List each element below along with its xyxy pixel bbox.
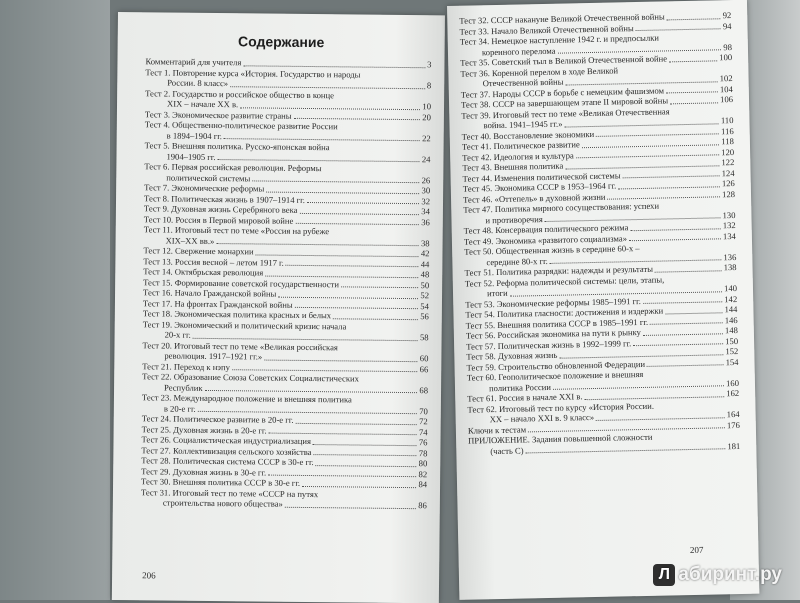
dot-leader (264, 359, 418, 362)
toc-entry (145, 88, 431, 112)
toc-entry-text: 1904–1905 гг. (166, 151, 216, 162)
toc-entry-page: 80 (418, 458, 428, 469)
toc-entry-page: 48 (420, 269, 430, 280)
toc-entry-page: 100 (719, 52, 733, 63)
toc-entry-text: XX – начало XXI в. 9 класс» (489, 412, 595, 425)
toc-entry-page: 122 (721, 157, 735, 168)
toc-entry-page: 20 (422, 111, 431, 122)
toc-entry-text: Тест 19. Экономический и политический кризис начала (142, 318, 347, 331)
toc-entry-page: 146 (724, 314, 738, 325)
toc-entry-text: Тест 7. Экономические реформы (144, 182, 265, 194)
dot-leader (295, 422, 417, 424)
toc-entry-text: в 20-е гг. (163, 403, 196, 414)
toc-entry-page: 102 (719, 73, 733, 84)
toc-entry-page: 164 (726, 408, 740, 420)
toc-entry-text: XIX–XX вв.» (165, 235, 215, 246)
toc-entry-text: Тест 24. Политическое развитие в 20-е гг. (141, 413, 294, 425)
toc-entry-text: Тест 48. Консервация политического режима (463, 222, 629, 236)
toc-entry-page: 38 (420, 237, 430, 248)
toc-entry-page: 54 (420, 300, 429, 311)
toc-entry-text: Тест 30. Внешняя политика СССР в 30-е гг. (141, 476, 301, 488)
toc-entry-page: 94 (722, 20, 732, 31)
dot-leader (313, 444, 417, 446)
toc-entry-text: Тест 54. Политика гласности: достижения и издержки (465, 305, 664, 320)
dot-leader (294, 118, 421, 120)
toc-entry-text: Тест 21. Переход к нэпу (142, 360, 230, 372)
toc-entry-text: (часть С) (490, 444, 524, 456)
toc-entry-text: Тест 53. Экономические реформы 1985–1991 гг. (465, 295, 641, 310)
toc-entry-text: Тест 13. Россия весной – летом 1917 г. (143, 255, 284, 268)
toc-entry-page: 142 (724, 293, 738, 304)
toc-entry-page: 130 (722, 209, 736, 220)
toc-entry-page: 66 (419, 363, 429, 374)
toc-entry-text: Тест 42. Идеология и культура (462, 149, 574, 163)
dot-leader (667, 18, 721, 20)
toc-entry-text: Тест 62. Итоговый тест по курсу «История России. (467, 400, 655, 415)
toc-entry-text: XIX – начале XX в. (166, 98, 239, 110)
toc-entry-text: ПРИЛОЖЕНИЕ. Задания повышенной сложности (468, 431, 653, 446)
page-number-right: 207 (689, 544, 704, 556)
page-title: Содержание (237, 33, 325, 51)
toc-entry-text: коренного перелома (481, 45, 556, 57)
dot-leader (299, 212, 419, 214)
dot-leader (302, 485, 416, 487)
toc-entry-page: 106 (720, 94, 734, 105)
dot-leader (666, 91, 718, 93)
toc-entry-text: Тест 29. Духовная жизнь в 30-е гг. (141, 465, 267, 478)
toc-entry-page: 152 (725, 345, 739, 357)
toc-entry-page: 52 (420, 290, 430, 301)
toc-entry-text: Тест 25. Духовная жизнь в 20-е гг. (141, 423, 267, 436)
toc-entry-text: Тест 27. Коллективизация сельского хозяйства (141, 444, 312, 457)
toc-entry-text: Тест 43. Внешняя политика (462, 160, 564, 173)
toc-entry-page: 104 (719, 83, 733, 94)
toc-entry-text: Тест 39. Итоговый тест по теме «Великая Отечественная (461, 105, 670, 121)
toc-entry (145, 119, 431, 143)
table-background-left (0, 0, 110, 600)
toc-entry-text: Тест 33. Начало Великой Отечественной войны (459, 22, 634, 37)
toc-entry-page: 78 (418, 447, 428, 458)
toc-entry-page: 84 (418, 479, 428, 490)
toc-entry-page: 86 (418, 500, 427, 511)
toc-entry-page: 50 (420, 279, 430, 290)
dot-leader (670, 102, 718, 104)
toc-entry-page: 134 (722, 230, 736, 241)
toc-entry-text: строительства нового общества» (162, 497, 283, 509)
toc-entry-text: Отечественной войны (482, 76, 564, 89)
toc-entry-text: Тест 55. Внешняя политика СССР в 1985–1991 гг. (465, 316, 649, 331)
toc-entry-text: Тест 57. Политическая жизнь в 1992–1999 гг. (466, 337, 632, 352)
toc-entry-text: Тест 41. Политическое развитие (461, 139, 580, 152)
toc-entry-text: Тест 5. Внешняя политика. Русско-японская война (144, 140, 330, 153)
toc-entry-text: политической системы (166, 172, 251, 183)
toc-entry-text: Тест 46. «Оттепель» в духовной жизни (462, 191, 606, 205)
toc-entry-text: Тест 56. Российская экономика на пути к рынку (465, 327, 642, 341)
toc-entry-page: 176 (726, 419, 740, 430)
toc-entry-text: Тест 26. Социалистическая индустриализация (141, 434, 312, 447)
toc-entry-page: 30 (421, 185, 431, 196)
toc-entry-text: война. 1941–1945 гг.» (483, 118, 563, 131)
toc-entry-text: Тест 9. Духовная жизнь Серебряного века (143, 203, 298, 215)
toc-entry-text: середине 80-х гг. (486, 255, 548, 267)
toc-entry-text: Тест 38. СССР на завершающем этапе II мировой войны (460, 95, 669, 110)
toc-entry-page: 3 (427, 59, 432, 70)
dot-leader (316, 465, 417, 467)
toc-entry-page: 36 (421, 216, 430, 227)
dot-leader (268, 475, 416, 478)
dot-leader (269, 433, 417, 436)
toc-entry-page: 120 (721, 146, 735, 157)
toc-entry (143, 319, 429, 343)
toc-entry-page: 128 (721, 188, 736, 199)
toc-entry-text: Тест 32. СССР накануне Великой Отечественной войны (459, 11, 665, 26)
toc-entry-text: Тест 59. Строительство обновленной Федерации (466, 358, 646, 373)
toc-entry-text: Тест 31. Итоговый тест по теме «СССР на путях (140, 486, 319, 499)
toc-entry-text: Республик (164, 382, 203, 393)
toc-entry-text: Тест 23. Международное положение и внешняя политика (141, 392, 352, 405)
toc-entry-text: Тест 15. Формирование советской государственности (143, 276, 340, 289)
toc-entry-page: 116 (720, 125, 734, 136)
toc-entry-page: 32 (421, 195, 431, 206)
toc-entry-text: Тест 49. Экономика «развитого социализма» (463, 232, 628, 247)
toc-entry-page: 181 (727, 440, 741, 451)
toc-entry-text: Тест 8. Политическая жизнь в 1907–1914 гг. (144, 192, 305, 205)
toc-entry-page: 24 (421, 153, 431, 164)
toc-entry-page: 26 (421, 174, 431, 185)
toc-entry-page: 70 (419, 405, 428, 416)
toc-entry-text: политика России (488, 381, 552, 393)
toc-entry-text: Тест 52. Реформа политической системы: цели, этапы, (464, 274, 665, 289)
toc-entry-page: 118 (721, 136, 734, 147)
toc-entry-text: Тест 60. Геополитическое положение и внешняя (466, 368, 644, 383)
toc-entry-page: 148 (724, 324, 738, 336)
book-page-right (447, 0, 759, 600)
toc-entry-text: Тест 12. Свержение монархии (143, 245, 254, 257)
toc-entry-page: 68 (419, 384, 429, 395)
toc-entry-text: Тест 28. Политическая система СССР в 30-е гг. (141, 455, 314, 468)
labirint-logo-icon: Л (653, 564, 675, 586)
toc-entry-text: Тест 34. Немецкое наступление 1942 г. и предпосылки (459, 32, 660, 47)
toc-entry-page: 60 (419, 353, 429, 364)
toc-entry-text: Тест 35. Советский тыл в Великой Отечественной войне (460, 53, 668, 68)
toc-entry (142, 340, 428, 364)
toc-entry-page: 144 (724, 303, 738, 315)
toc-entry-page: 8 (426, 80, 432, 91)
dot-leader (669, 60, 717, 62)
toc-entry (144, 140, 430, 164)
dot-leader (333, 318, 418, 320)
toc-entry-text: 20-х гг. (164, 329, 191, 340)
dot-leader (650, 322, 723, 325)
toc-entry-text: Ключи к тестам (467, 423, 527, 436)
toc-entry-text: и противоречия (485, 213, 543, 225)
toc-entry-page: 22 (422, 132, 431, 143)
toc-entry-text: в 1894–1904 гг. (166, 130, 223, 141)
dot-leader (278, 296, 418, 298)
toc-entry-page: 126 (721, 178, 735, 189)
toc-entry-page: 160 (725, 377, 740, 388)
dot-leader (647, 364, 724, 367)
toc-entry-text: Тест 3. Экономическое развитие страны (144, 108, 292, 121)
toc-entry-text: революция. 1917–1921 гг.» (164, 350, 263, 362)
toc-entry-text: Тест 17. На фронтах Гражданской войны (142, 297, 293, 310)
dot-leader (655, 270, 722, 272)
toc-entry-page: 162 (726, 387, 740, 399)
toc-entry-text: Тест 10. Россия в Первой мировой войне (143, 213, 294, 226)
toc-entry-text: Тест 14. Октябрьская революция (143, 266, 264, 278)
labirint-watermark (653, 564, 782, 586)
dot-leader (286, 265, 419, 267)
toc-entry-page: 92 (722, 10, 732, 21)
toc-entry-page: 150 (725, 335, 739, 346)
dot-leader (313, 454, 416, 456)
toc-entry-text: Тест 40. Восстановление экономики (461, 128, 595, 142)
toc-list-left (141, 56, 432, 510)
toc-entry-page: 98 (723, 41, 733, 52)
toc-entry-page: 82 (418, 468, 428, 479)
toc-entry-page: 138 (723, 261, 737, 273)
toc-entry-text: Тест 4. Общественно-политическое развитие России (144, 119, 338, 132)
toc-entry (145, 67, 431, 91)
toc-entry-text: Тест 6. Первая российская революция. Реформы (144, 161, 322, 174)
toc-entry-page: 136 (723, 251, 737, 262)
toc-entry-text: Тест 16. Начало Гражданской войны (143, 287, 277, 299)
toc-entry (468, 430, 740, 457)
toc-entry-text: Тест 2. Государство и российское общество в конце (145, 87, 335, 100)
toc-entry-text: Тест 22. Образование Союза Советских Социалистических (142, 371, 360, 384)
toc-entry-text: Тест 11. Итоговый тест по теме «Россия на рубеже (143, 224, 330, 237)
toc-entry-text: Комментарий для учителя (145, 56, 242, 68)
toc-entry-page: 110 (720, 115, 734, 126)
toc-entry (142, 371, 428, 395)
toc-entry-page: 72 (419, 416, 428, 427)
toc-entry-text: Тест 58. Духовная жизнь (466, 349, 558, 362)
toc-entry-text: России. 8 класс» (167, 77, 229, 89)
toc-entry (141, 487, 427, 511)
toc-entry-text: Тест 20. Итоговый тест по теме «Великая российская (142, 339, 338, 352)
dot-leader (665, 312, 722, 314)
dot-leader (526, 448, 726, 453)
toc-entry-text: Тест 47. Политика мирного сосуществования: успехи (463, 200, 660, 215)
toc-entry-page: 154 (725, 356, 739, 367)
toc-entry-text: Тест 61. Россия в начале XXI в. (467, 391, 583, 404)
dot-leader (285, 506, 416, 508)
toc-entry-page: 44 (420, 258, 430, 269)
toc-entry-text: Тест 50. Общественная жизнь в середине 60-х – (464, 243, 640, 257)
toc-entry-page: 124 (721, 167, 735, 178)
toc-entry-page: 132 (722, 220, 736, 231)
toc-entry-page: 42 (420, 248, 430, 259)
toc-entry-text: Тест 45. Экономика СССР в 1953–1964 гг. (462, 180, 617, 194)
toc-entry-text: Тест 51. Политика разрядки: надежды и результаты (464, 263, 654, 278)
watermark-text: абиринт.ру (678, 564, 782, 585)
toc-entry-page: 76 (418, 437, 428, 448)
toc-entry-page: 74 (418, 426, 428, 437)
toc-entry-page: 140 (723, 282, 738, 294)
book-page-left (112, 12, 445, 603)
toc-entry-page: 10 (422, 101, 432, 112)
toc-entry (144, 224, 430, 248)
dot-leader (295, 307, 419, 309)
dot-leader (265, 275, 418, 278)
dot-leader (341, 286, 419, 288)
toc-list-right (459, 10, 740, 457)
dot-leader (266, 191, 419, 194)
toc-entry-text: Тест 18. Экономическая политика красных и белых (142, 308, 332, 321)
toc-entry (144, 161, 430, 185)
dot-leader (295, 223, 419, 225)
toc-entry-page: 56 (420, 311, 429, 322)
dot-leader (307, 202, 420, 204)
toc-entry-page: 58 (419, 332, 429, 343)
toc-entry-text: Тест 44. Изменения политической системы (462, 169, 621, 184)
toc-entry-page: 34 (421, 206, 430, 217)
toc-entry-text: Тест 37. Народы СССР в борьбе с немецким фашизмом (460, 84, 665, 100)
toc-entry-text: итоги (486, 287, 508, 299)
page-number-left: 206 (142, 570, 156, 581)
toc-entry-text: Тест 1. Повторение курса «История. Государство и народы (145, 66, 361, 80)
toc-entry-text: Тест 36. Коренной перелом в ходе Великой (460, 64, 619, 79)
toc-entry (142, 392, 428, 416)
